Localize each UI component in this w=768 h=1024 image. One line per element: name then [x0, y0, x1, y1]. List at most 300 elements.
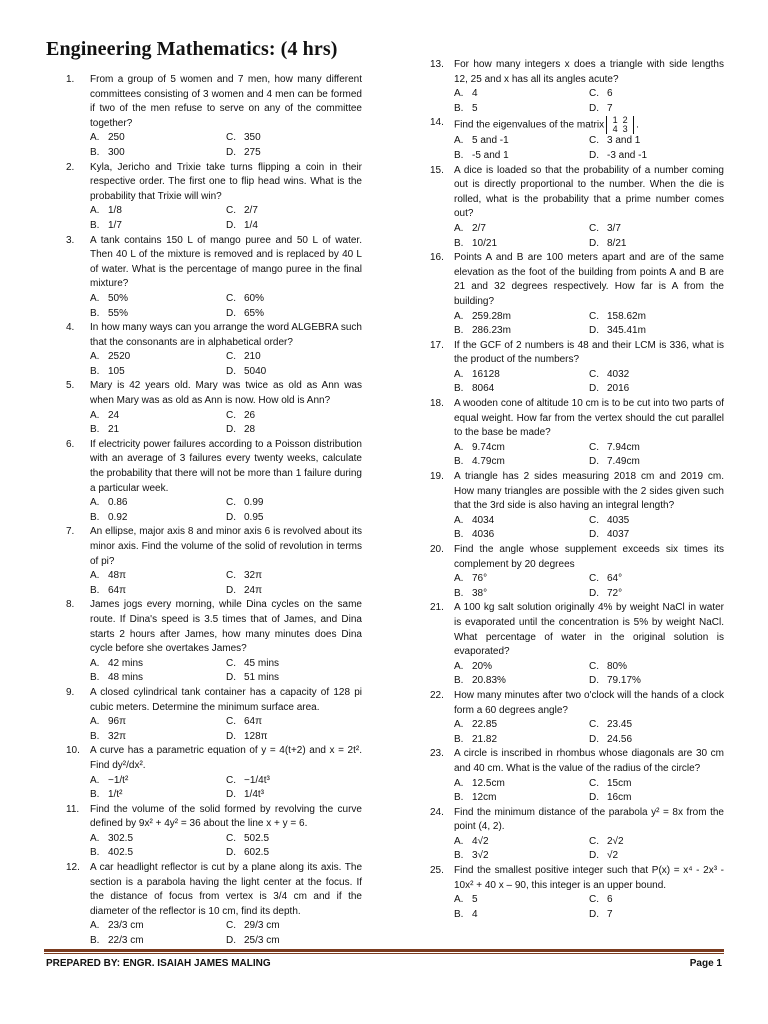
- option-letter: B.: [454, 102, 464, 114]
- answer-option: [454, 310, 589, 325]
- question-text: [454, 339, 724, 368]
- option-letter: B.: [90, 307, 100, 319]
- option-value: −1/4t³: [244, 774, 270, 786]
- option-value: 259.28m: [472, 310, 511, 322]
- option-value: 6: [607, 894, 613, 906]
- option-value: 1/7: [108, 219, 122, 231]
- answer-option: [90, 423, 226, 438]
- option-value: -3 and -1: [607, 149, 648, 161]
- option-letter: D.: [589, 383, 599, 395]
- option-value: 23.45: [607, 719, 633, 731]
- question-text-main: How many minutes after two o'clock will the hands of a clock form a 60 degrees angle?: [454, 689, 724, 716]
- answer-option: [589, 222, 724, 237]
- question-item: [66, 438, 362, 526]
- question-text-main: A car headlight reflector is cut by a plane along its axis. The section is a parabola having the light center at the focus. If the distance of focus from vertex is 3/4 cm and if the diameter of the reflector is 10 cm, find its depth.: [90, 862, 362, 917]
- option-letter: A.: [454, 310, 464, 322]
- option-letter: C.: [589, 514, 599, 526]
- option-letter: A.: [90, 716, 100, 728]
- answer-option: [226, 846, 362, 861]
- option-value: 16128: [472, 368, 500, 380]
- answer-options: [454, 835, 724, 864]
- option-letter: C.: [589, 441, 599, 453]
- answer-option: [90, 569, 226, 584]
- option-value: 48π: [108, 570, 127, 582]
- question-item: [66, 379, 362, 437]
- question-text-main: James jogs every morning, while Dina cycles on the same route. If Dina's speed is 3.5 times that of James, and Dina starts 2 hours after James, how many minutes does Dina cycle before she overtakes James?: [90, 599, 362, 655]
- option-letter: D.: [589, 325, 599, 337]
- question-item: [430, 470, 724, 543]
- option-value: 3√2: [472, 850, 489, 862]
- question-number: 8.: [66, 599, 75, 611]
- option-letter: D.: [226, 307, 236, 319]
- option-letter: B.: [90, 730, 100, 742]
- answer-option: [226, 409, 362, 424]
- answer-option: [589, 733, 724, 748]
- answer-option: [589, 324, 724, 339]
- option-letter: C.: [226, 657, 236, 669]
- answer-options: [454, 222, 724, 251]
- option-letter: A.: [454, 835, 464, 847]
- answer-option: [90, 131, 226, 146]
- question-text-main: If the GCF of 2 numbers is 48 and their LCM is 336, what is the product of the numbers?: [454, 339, 724, 366]
- option-value: 24π: [244, 584, 263, 596]
- option-letter: D.: [589, 850, 599, 862]
- answer-option: [454, 587, 589, 602]
- question-number: 20.: [430, 544, 444, 555]
- option-value: 22.85: [472, 719, 498, 731]
- option-letter: B.: [90, 424, 100, 436]
- option-letter: C.: [226, 132, 236, 144]
- option-value: 48 mins: [108, 672, 144, 684]
- question-number: 22.: [430, 689, 444, 701]
- option-value: 0.95: [244, 511, 264, 523]
- option-letter: B.: [454, 908, 464, 920]
- question-item: [430, 339, 724, 397]
- option-letter: B.: [90, 511, 100, 523]
- answer-option: [589, 674, 724, 689]
- answer-option: [226, 657, 362, 672]
- answer-options: [90, 350, 362, 379]
- option-letter: C.: [226, 716, 236, 728]
- question-number: 7.: [66, 526, 75, 538]
- question-text: [454, 397, 724, 441]
- option-value: 64π: [108, 584, 127, 596]
- question-text-main: For how many integers x does a triangle with side lengths 12, 25 and x has all its angles acute?: [454, 59, 724, 85]
- option-value: 8064: [472, 383, 495, 395]
- option-value: 5040: [244, 365, 267, 377]
- option-letter: C.: [589, 573, 599, 585]
- question-number: 9.: [66, 686, 75, 698]
- answer-option: [226, 219, 362, 234]
- option-value: -5 and 1: [472, 149, 509, 161]
- answer-option: [226, 496, 362, 511]
- option-letter: B.: [454, 237, 464, 249]
- question-item: [430, 601, 724, 689]
- footer-rule-thin: [44, 953, 724, 954]
- option-letter: B.: [90, 584, 100, 596]
- answer-option: [226, 774, 362, 789]
- answer-options: [454, 718, 724, 747]
- answer-option: [589, 134, 724, 149]
- option-value: 5: [472, 102, 478, 114]
- option-value: 15cm: [607, 777, 632, 789]
- question-text: [90, 598, 362, 656]
- option-letter: A.: [90, 774, 100, 786]
- answer-option: [90, 846, 226, 861]
- answer-option: [589, 777, 724, 792]
- answer-option: [589, 514, 724, 529]
- option-letter: C.: [589, 368, 599, 380]
- question-text-main: Points A and B are 100 meters apart and are of the same elevation as the foot of the building from points A and B are 21 and 32 degrees respectively. How far is A from the building?: [454, 252, 724, 307]
- option-letter: C.: [226, 920, 236, 932]
- option-letter: B.: [454, 325, 464, 337]
- option-value: 1/4t³: [244, 789, 265, 801]
- option-letter: A.: [90, 657, 100, 669]
- question-text: [90, 803, 362, 832]
- question-item: [66, 744, 362, 802]
- option-letter: B.: [90, 365, 100, 377]
- question-text-main: A closed cylindrical tank container has a capacity of 128 pi cubic meters. Determine the minimum surface area.: [90, 686, 362, 713]
- question-number: 16.: [430, 252, 444, 264]
- answer-option: [589, 660, 724, 675]
- option-letter: C.: [226, 351, 236, 363]
- answer-options: [454, 572, 724, 601]
- option-value: 602.5: [244, 847, 270, 859]
- option-value: 72°: [607, 587, 623, 599]
- option-value: 300: [108, 146, 125, 158]
- option-letter: D.: [226, 935, 236, 947]
- option-letter: A.: [90, 409, 100, 421]
- answer-option: [90, 774, 226, 789]
- question-number: 12.: [66, 862, 80, 874]
- question-text-main: A wooden cone of altitude 10 cm is to be cut into two parts of equal weight. How far from the vertex should the cut parallel to the base be made?: [454, 398, 724, 439]
- option-value: 28: [244, 424, 256, 436]
- answer-option: [90, 146, 226, 161]
- question-text: [454, 470, 724, 514]
- answer-option: [226, 204, 362, 219]
- option-letter: A.: [454, 777, 464, 789]
- answer-option: [454, 777, 589, 792]
- answer-option: [589, 310, 724, 325]
- option-value: 5: [472, 894, 478, 906]
- answer-option: [226, 292, 362, 307]
- option-value: 502.5: [244, 832, 270, 844]
- answer-option: [90, 671, 226, 686]
- option-value: 0.86: [108, 497, 128, 509]
- question-text-main: Find the smallest positive integer such that P(x) = x⁴ - 2x³ - 10x² + 40 x – 90, this integer is an upper bound.: [454, 865, 724, 891]
- option-value: 45 mins: [244, 657, 280, 669]
- question-item: [66, 234, 362, 322]
- option-value: 2016: [607, 383, 630, 395]
- answer-option: [90, 219, 226, 234]
- answer-options: [454, 893, 724, 922]
- option-value: 22/3 cm: [108, 935, 144, 947]
- answer-options: [90, 496, 362, 525]
- question-item: [66, 598, 362, 686]
- option-value: 96π: [108, 716, 127, 728]
- answer-options: [90, 569, 362, 598]
- option-letter: C.: [226, 774, 236, 786]
- option-letter: A.: [90, 832, 100, 844]
- option-value: 158.62m: [607, 310, 646, 322]
- question-item: [66, 803, 362, 861]
- option-letter: D.: [589, 792, 599, 804]
- answer-option: [589, 441, 724, 456]
- answer-option: [454, 514, 589, 529]
- answer-option: [589, 102, 724, 117]
- answer-option: [589, 237, 724, 252]
- answer-option: [90, 584, 226, 599]
- answer-options: [90, 409, 362, 438]
- option-letter: A.: [454, 514, 464, 526]
- option-value: 79.17%: [607, 675, 641, 687]
- answer-option: [90, 715, 226, 730]
- question-item: [430, 806, 724, 864]
- option-value: 402.5: [108, 847, 134, 859]
- question-number: 19.: [430, 471, 444, 483]
- answer-option: [226, 730, 362, 745]
- question-text-main: A circle is inscribed in rhombus whose diagonals are 30 cm and 40 cm. What is the value of the radius of the circle?: [454, 748, 724, 774]
- option-letter: C.: [589, 135, 599, 147]
- option-letter: A.: [454, 88, 464, 100]
- question-item: [66, 161, 362, 234]
- answer-option: [90, 832, 226, 847]
- option-letter: D.: [226, 584, 236, 596]
- option-letter: C.: [226, 497, 236, 509]
- answer-option: [454, 733, 589, 748]
- question-number: 10.: [66, 745, 80, 757]
- answer-option: [226, 584, 362, 599]
- option-letter: A.: [454, 135, 464, 147]
- option-value: 32π: [244, 570, 263, 582]
- option-letter: C.: [589, 719, 599, 731]
- answer-option: [226, 146, 362, 161]
- option-letter: B.: [454, 456, 464, 468]
- answer-option: [226, 715, 362, 730]
- answer-option: [589, 718, 724, 733]
- option-value: 64°: [607, 573, 623, 585]
- option-letter: C.: [589, 835, 599, 847]
- question-number: 23.: [430, 748, 444, 760]
- option-value: 16cm: [607, 792, 632, 804]
- option-letter: A.: [454, 222, 464, 234]
- question-item: [66, 321, 362, 379]
- answer-options: [90, 657, 362, 686]
- answer-option: [90, 292, 226, 307]
- option-letter: C.: [226, 292, 236, 304]
- question-number: 4.: [66, 322, 75, 334]
- option-value: 345.41m: [607, 325, 646, 337]
- answer-options: [90, 919, 362, 948]
- option-letter: D.: [226, 847, 236, 859]
- question-text: [454, 689, 724, 718]
- question-item: [430, 747, 724, 805]
- answer-option: [90, 934, 226, 949]
- option-value: 29/3 cm: [244, 920, 280, 932]
- option-letter: D.: [589, 237, 599, 249]
- option-letter: D.: [226, 511, 236, 523]
- option-value: 7.94cm: [607, 441, 640, 453]
- option-letter: D.: [226, 424, 236, 436]
- question-number: 14.: [430, 117, 444, 129]
- option-value: 38°: [472, 587, 488, 599]
- option-letter: B.: [90, 789, 100, 801]
- option-letter: C.: [589, 777, 599, 789]
- question-text-main: Find the angle whose supplement exceeds six times its complement by 20 degrees: [454, 544, 724, 570]
- question-text-end: .: [636, 120, 639, 132]
- answer-options: [454, 777, 724, 806]
- option-letter: B.: [454, 792, 464, 804]
- answer-option: [454, 674, 589, 689]
- matrix-cell: 3: [622, 124, 628, 135]
- option-value: −1/t²: [108, 774, 129, 786]
- question-item: [66, 525, 362, 598]
- answer-option: [589, 455, 724, 470]
- answer-option: [589, 528, 724, 543]
- option-value: 6: [607, 88, 613, 100]
- answer-option: [90, 204, 226, 219]
- answer-options: [90, 292, 362, 321]
- question-number: 25.: [430, 865, 444, 877]
- option-value: 21: [108, 424, 120, 436]
- option-letter: C.: [226, 570, 236, 582]
- option-value: 128π: [244, 730, 268, 742]
- question-number: 18.: [430, 398, 444, 410]
- option-value: 275: [244, 146, 261, 158]
- question-number: 1.: [66, 74, 75, 85]
- option-value: 350: [244, 132, 261, 144]
- answer-option: [589, 835, 724, 850]
- option-value: 1/4: [244, 219, 258, 231]
- question-text-main: Find the volume of the solid formed by revolving the curve defined by 9x² + 4y² = 36 about the line x + y = 6.: [90, 803, 362, 830]
- option-value: 8/21: [607, 237, 627, 249]
- option-letter: C.: [226, 832, 236, 844]
- answer-option: [454, 87, 589, 102]
- answer-option: [226, 832, 362, 847]
- answer-options: [90, 832, 362, 861]
- option-value: 4.79cm: [472, 456, 505, 468]
- answer-option: [454, 222, 589, 237]
- answer-option: [454, 835, 589, 850]
- option-value: 4034: [472, 514, 495, 526]
- question-text-main: A dice is loaded so that the probability of a number coming out is directly proportional to the number. When the die is rolled, what is the probability that a prime number comes out?: [454, 164, 724, 220]
- option-value: 9.74cm: [472, 441, 505, 453]
- option-value: 2520: [108, 351, 131, 363]
- option-letter: D.: [226, 672, 236, 684]
- question-number: 3.: [66, 234, 75, 246]
- answer-options: [454, 441, 724, 470]
- option-letter: C.: [226, 205, 236, 217]
- answer-option: [226, 423, 362, 438]
- option-value: 65%: [244, 307, 265, 319]
- answer-options: [90, 774, 362, 803]
- question-number: 6.: [66, 438, 75, 450]
- answer-option: [226, 919, 362, 934]
- option-letter: D.: [589, 675, 599, 687]
- option-value: 105: [108, 365, 125, 377]
- question-number: 21.: [430, 602, 444, 614]
- answer-option: [226, 569, 362, 584]
- option-value: 210: [244, 351, 261, 363]
- question-text-main: Find the eigenvalues of the matrix: [454, 120, 605, 132]
- option-value: 4: [472, 88, 478, 100]
- question-text: [90, 438, 362, 496]
- question-text: [90, 234, 362, 292]
- answer-option: [454, 455, 589, 470]
- option-value: 4036: [472, 529, 495, 541]
- answer-option: [454, 102, 589, 117]
- question-text-main: A triangle has 2 sides measuring 2018 cm and 2019 cm. How many triangles are possible with the 2 sides given such that the 3rd side is also having an integral length?: [454, 471, 724, 512]
- answer-option: [589, 572, 724, 587]
- question-item: [66, 686, 362, 744]
- option-value: 24.56: [607, 733, 633, 745]
- question-item: [430, 689, 724, 747]
- answer-option: [226, 131, 362, 146]
- footer-page-number: Page 1: [689, 958, 722, 969]
- question-text: [90, 744, 362, 773]
- question-text: [90, 73, 362, 131]
- option-letter: B.: [90, 847, 100, 859]
- option-value: 10/21: [472, 237, 498, 249]
- question-number: 17.: [430, 339, 444, 351]
- option-letter: D.: [226, 219, 236, 231]
- option-letter: B.: [454, 149, 464, 161]
- answer-option: [226, 307, 362, 322]
- option-value: 4√2: [472, 835, 489, 847]
- option-value: 2√2: [607, 835, 624, 847]
- answer-options: [90, 204, 362, 233]
- option-value: 7: [607, 102, 613, 114]
- question-number: 11.: [66, 803, 80, 815]
- option-value: 55%: [108, 307, 129, 319]
- answer-options: [454, 87, 724, 116]
- option-value: 3/7: [607, 222, 621, 234]
- option-value: 2/7: [244, 205, 258, 217]
- question-text-main: Kyla, Jericho and Trixie take turns flipping a coin in their respective order. The first one to flip head wins. What is the probability that Trixie will win?: [90, 161, 362, 202]
- question-number: 5.: [66, 380, 75, 392]
- question-text: [90, 861, 362, 919]
- answer-option: [589, 849, 724, 864]
- option-value: 2/7: [472, 222, 486, 234]
- question-text-main: Find the minimum distance of the parabola y² = 8x from the point (4, 2).: [454, 806, 724, 833]
- question-text-main: From a group of 5 women and 7 men, how many different committees consisting of 3 women and 4 men can be formed if two of the men refuse to serve on any of the committee together?: [90, 74, 362, 129]
- answer-option: [90, 307, 226, 322]
- right-column: [430, 58, 724, 922]
- question-item: [430, 116, 724, 163]
- answer-option: [589, 382, 724, 397]
- option-letter: A.: [90, 205, 100, 217]
- question-item: [430, 251, 724, 339]
- option-letter: A.: [90, 497, 100, 509]
- question-number: 13.: [430, 59, 444, 70]
- option-letter: A.: [454, 573, 464, 585]
- answer-option: [226, 934, 362, 949]
- answer-option: [90, 511, 226, 526]
- answer-option: [454, 528, 589, 543]
- option-value: 64π: [244, 716, 263, 728]
- option-value: 42 mins: [108, 657, 144, 669]
- option-letter: B.: [454, 675, 464, 687]
- page-title: Engineering Mathematics: (4 hrs): [46, 38, 338, 60]
- option-letter: B.: [90, 935, 100, 947]
- option-value: 4: [472, 908, 478, 920]
- option-value: √2: [607, 850, 619, 862]
- option-value: 302.5: [108, 832, 134, 844]
- option-value: 32π: [108, 730, 127, 742]
- option-letter: D.: [589, 908, 599, 920]
- answer-option: [589, 87, 724, 102]
- answer-option: [226, 788, 362, 803]
